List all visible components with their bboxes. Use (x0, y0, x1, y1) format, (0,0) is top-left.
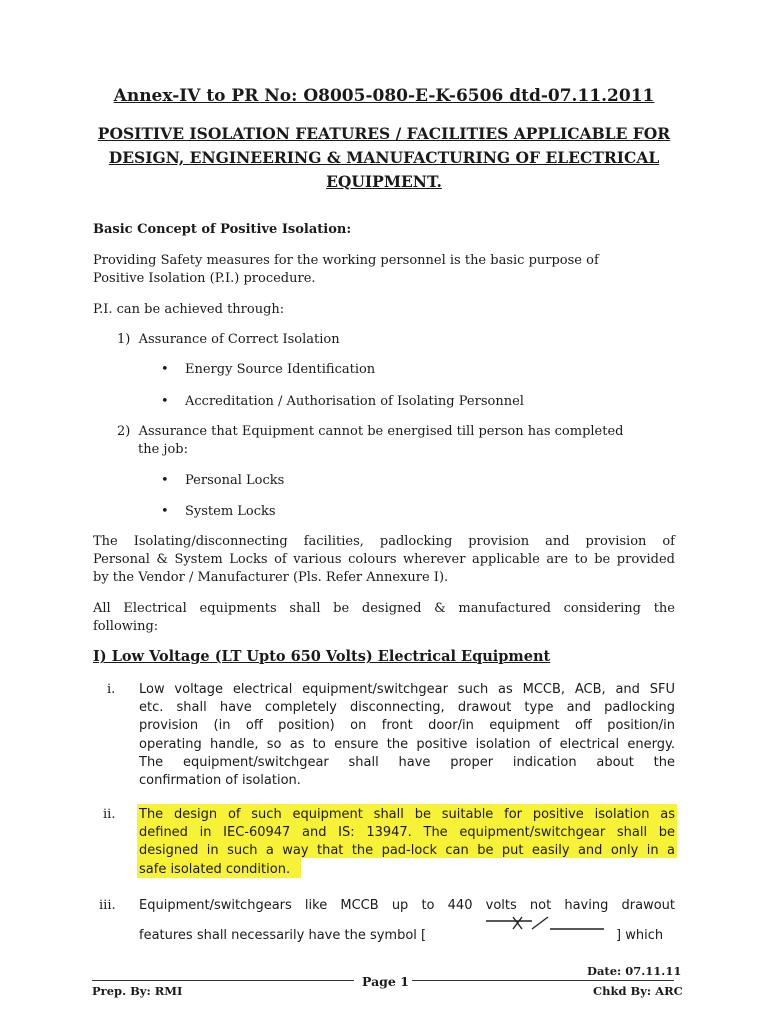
item-iii-line-end: ] which (616, 928, 664, 943)
item-i-text (139, 681, 675, 790)
isolating-para-line-2: Personal & System Locks of various colours wherever applicable are to be provided (93, 552, 675, 567)
isolating-para-line-1: The Isolating/disconnecting facilities, padlocking provision and provision of (93, 534, 675, 549)
bullet-system-locks: System Locks (185, 504, 276, 519)
item-i-line: operating handle, so as to ensure the positive isolation of electrical energy. (139, 736, 675, 752)
bullet-dot: • (161, 504, 169, 519)
item-i-line: provision (in off position) on front door/in equipment off position/in (139, 718, 675, 734)
bullet-energy-source: Energy Source Identification (185, 362, 376, 377)
bullet-dot: • (161, 473, 169, 488)
isolator-symbol-icon (484, 914, 606, 940)
footer-date: Date: 07.11.11 (587, 964, 682, 978)
footer-rule-left (92, 980, 354, 981)
document-title: POSITIVE ISOLATION FEATURES / FACILITIES APPLICABLE FOR DESIGN, ENGINEERING & MANUFACTURING OF ELECTRICAL EQUIPMENT. (97, 124, 671, 191)
footer-page-number: Page 1 (362, 974, 409, 989)
point-1: 1) Assurance of Correct Isolation (117, 332, 340, 347)
footer-prepared-by: Prep. By: RMI (92, 984, 183, 998)
item-ii-text (139, 806, 675, 879)
item-ii-line: safe isolated condition. (139, 861, 291, 877)
item-iii-line: Equipment/switchgears like MCCB up to 440 volts not having drawout (139, 898, 675, 913)
item-iii-line: features shall necessarily have the symbol [ (139, 928, 427, 943)
point-2-line-2: the job: (138, 442, 188, 457)
all-equipment-line-2: following: (93, 619, 159, 634)
bullet-dot: • (161, 362, 169, 377)
item-number: i. (107, 682, 116, 697)
item-i-line: Low voltage electrical equipment/switchgear such as MCCB, ACB, and SFU (139, 682, 675, 697)
point-2-line-1: 2) Assurance that Equipment cannot be energised till person has completed (117, 424, 624, 439)
bullet-personal-locks: Personal Locks (185, 473, 285, 488)
basic-concept-heading: Basic Concept of Positive Isolation: (93, 222, 352, 237)
footer-checked-by: Chkd By: ARC (593, 984, 683, 998)
bullet-dot: • (161, 394, 169, 409)
item-ii-line: The design of such equipment shall be suitable for positive isolation as (139, 807, 675, 822)
intro-line-1: Providing Safety measures for the working personnel is the basic purpose of (93, 253, 599, 268)
item-i-line: The equipment/switchgear shall have proper indication about the (139, 754, 675, 770)
isolating-para-line-3: by the Vendor / Manufacturer (Pls. Refer Annexure I). (93, 570, 449, 585)
annex-reference: Annex-IV to PR No: O8005-080-E-K-6506 dtd-07.11.2011 (113, 86, 655, 106)
intro-line-2: Positive Isolation (P.I.) procedure. (93, 271, 316, 286)
item-number: ii. (103, 807, 116, 822)
section-1-heading: I) Low Voltage (LT Upto 650 Volts) Electrical Equipment (93, 648, 551, 665)
item-ii-line: designed in such a way that the pad-lock can be put easily and only in a (139, 843, 675, 859)
footer-rule-right (412, 980, 674, 981)
item-i-line: confirmation of isolation. (139, 773, 301, 789)
item-iii-text (139, 897, 675, 915)
all-equipment-line-1: All Electrical equipments shall be designed & manufactured considering the (93, 601, 675, 616)
achieved-through: P.I. can be achieved through: (93, 302, 285, 317)
item-ii-line: defined in IEC-60947 and IS: 13947. The equipment/switchgear shall be (139, 825, 675, 841)
item-i-line: etc. shall have completely disconnecting, drawout type and padlocking (139, 700, 675, 716)
item-number: iii. (99, 898, 116, 913)
bullet-accreditation: Accreditation / Authorisation of Isolating Personnel (185, 394, 524, 409)
